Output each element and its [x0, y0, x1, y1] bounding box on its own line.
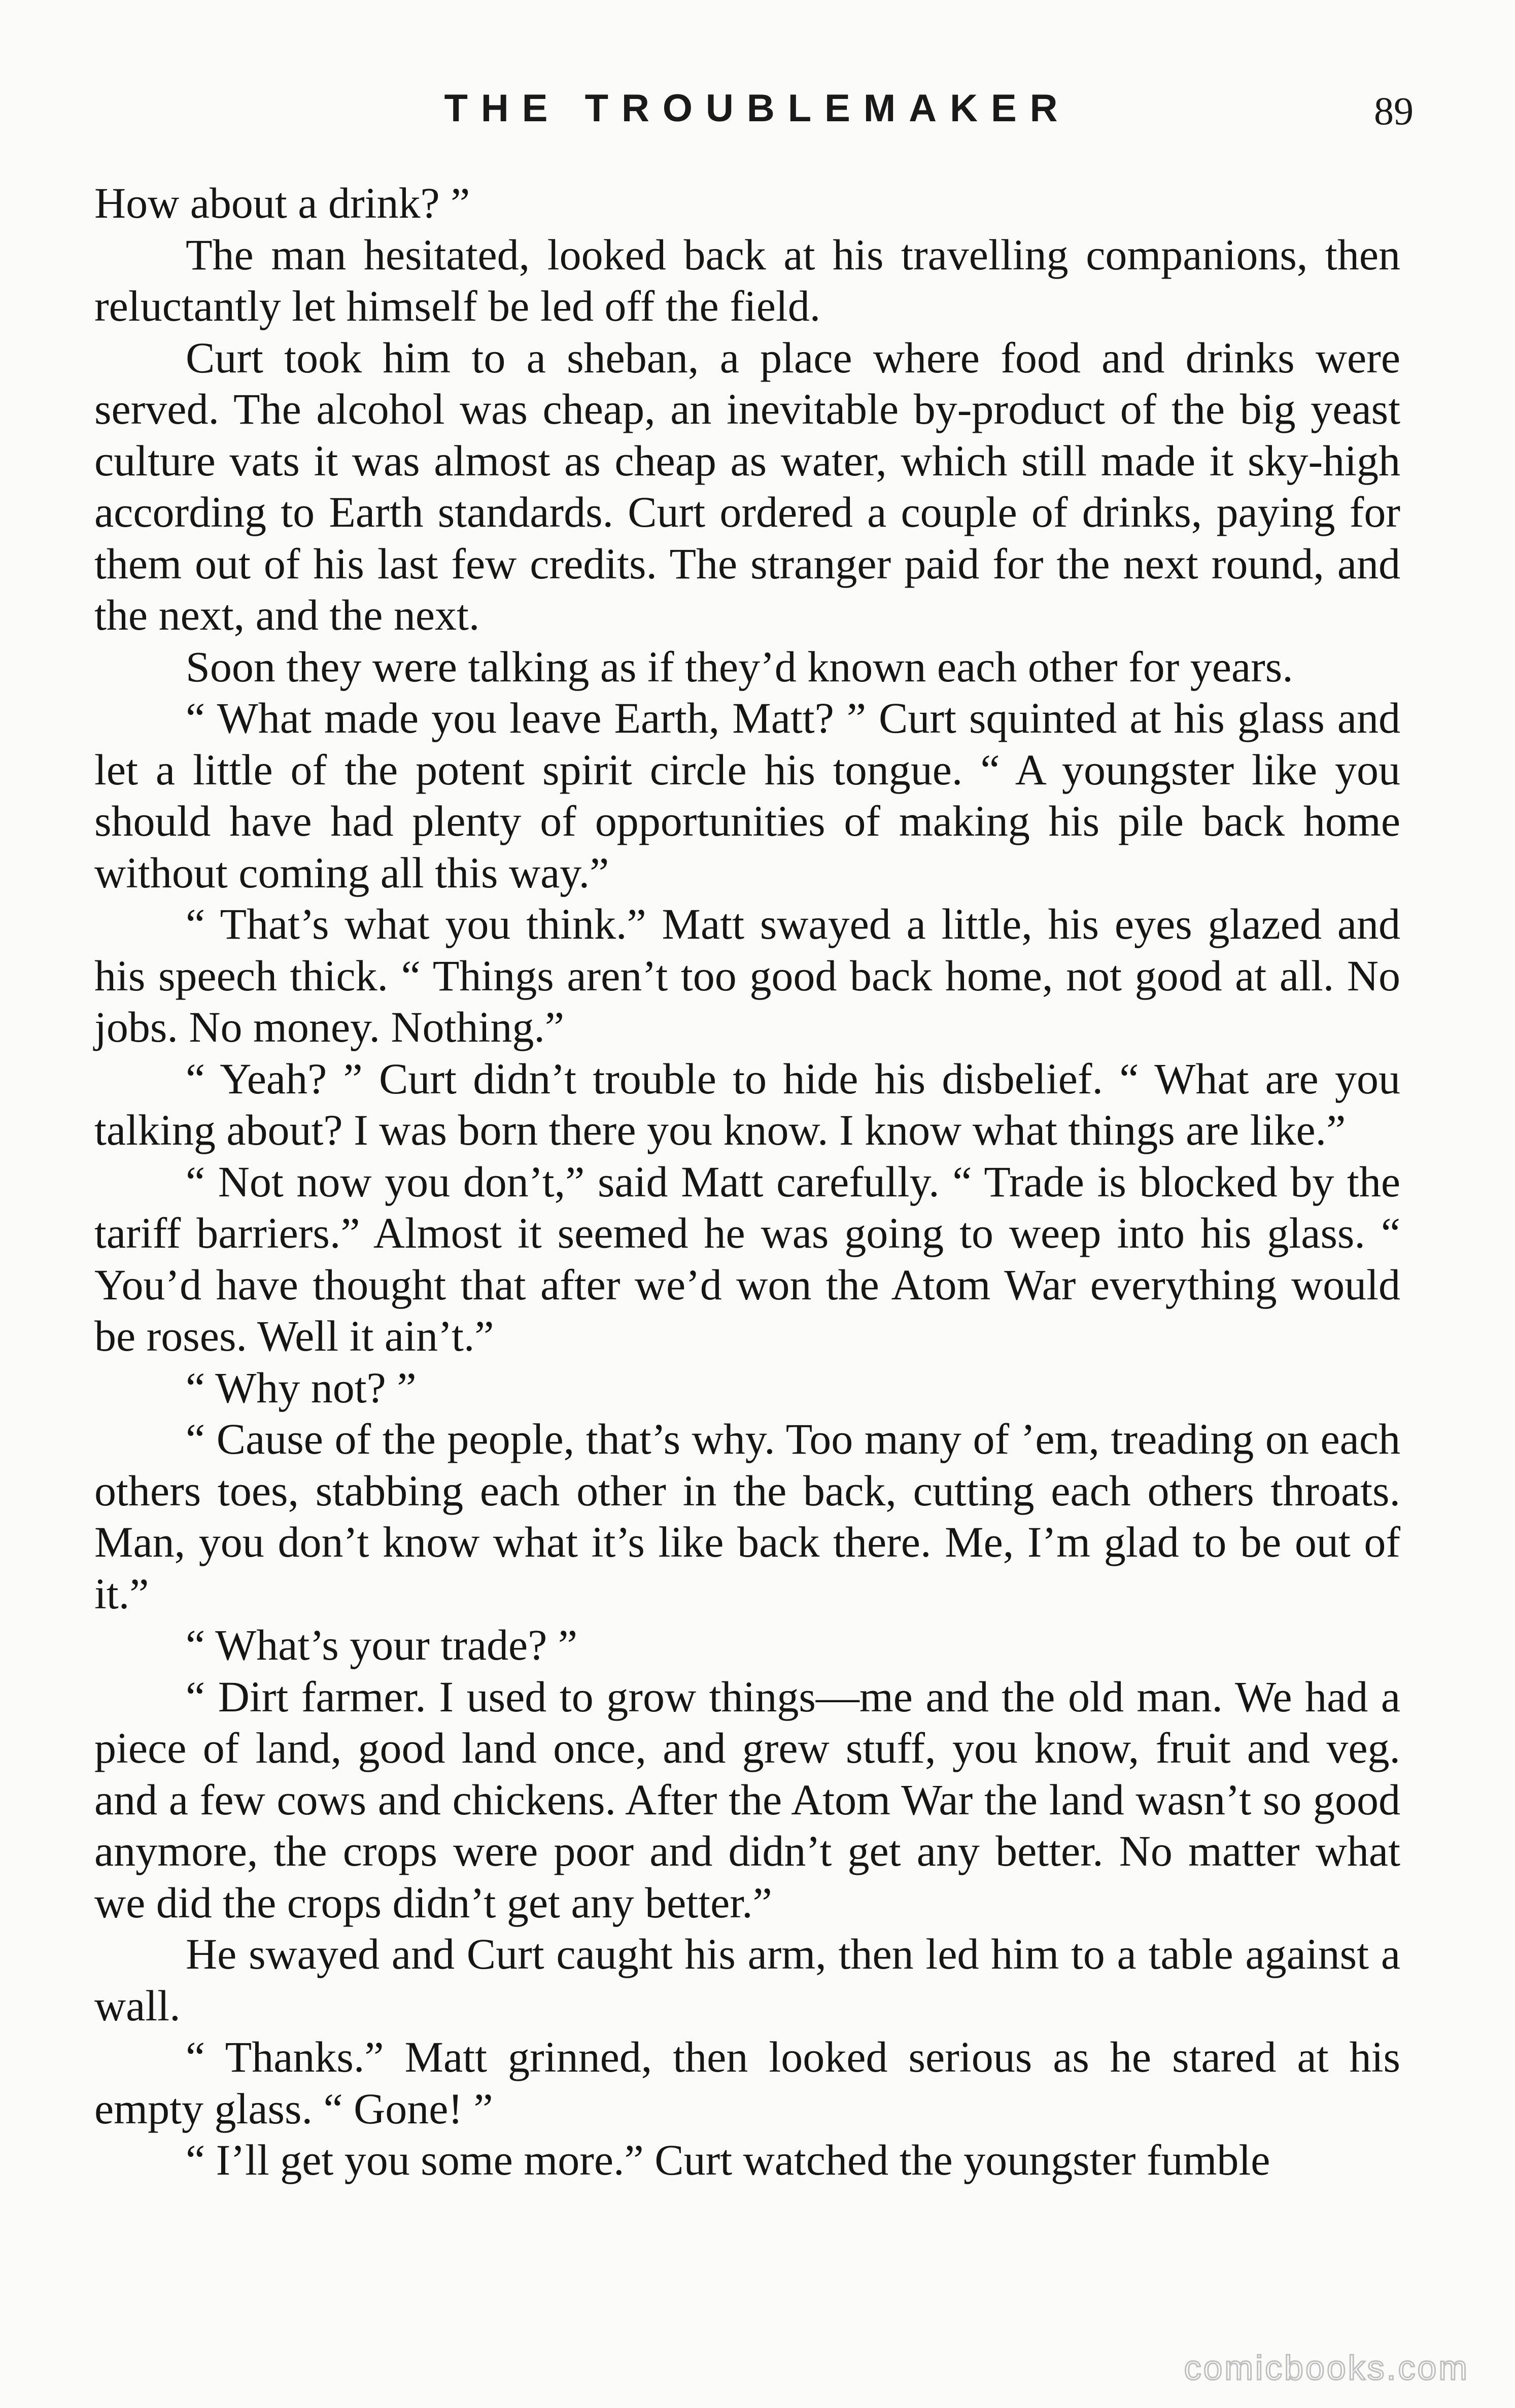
paragraph: “ I’ll get you some more.” Curt watched the youngster fumble	[186, 2136, 1270, 2184]
paragraph-continuation: How about a drink? ”	[94, 179, 470, 227]
paragraph: “ That’s what you think.” Matt swayed a little, his eyes glazed and his speech thick. “ Things aren’t too good back home, not good at all. No jobs. No money. Nothing.”	[94, 900, 1400, 1051]
paragraph: “ Not now you don’t,” said Matt carefully. “ Trade is blocked by the tariff barriers.” Almost it seemed he was going to weep into his glass. “ You’d have thought that after we’d won the Atom War everything would be roses. Well it ain’t.”	[94, 1157, 1400, 1360]
paragraph: “ Why not? ”	[186, 1363, 417, 1412]
paragraph: “ Thanks.” Matt grinned, then looked serious as he stared at his empty glass. “ Gone! ”	[94, 2033, 1400, 2133]
paragraph: Soon they were talking as if they’d known each other for years.	[186, 642, 1293, 691]
page-header	[0, 81, 1515, 142]
running-title: THE TROUBLEMAKER	[444, 87, 1071, 130]
body-text	[94, 178, 1400, 2186]
paragraph: “ What’s your trade? ”	[186, 1621, 578, 1669]
paragraph: “ What made you leave Earth, Matt? ” Curt squinted at his glass and let a little of the potent spirit circle his tongue. “ A youngster like you should have had plenty of opportunities of making his pile back home without coming all this way.”	[94, 694, 1400, 897]
paragraph: He swayed and Curt caught his arm, then led him to a table against a wall.	[94, 1930, 1400, 2030]
paragraph: “ Yeah? ” Curt didn’t trouble to hide his disbelief. “ What are you talking about? I was born there you know. I know what things are like.”	[94, 1054, 1400, 1154]
page-number: 89	[1374, 89, 1414, 133]
site-watermark: comicbooks.com	[1184, 2349, 1469, 2387]
paragraph: Curt took him to a sheban, a place where food and drinks were served. The alcohol was cheap, an inevitable by-product of the big yeast culture vats it was almost as cheap as water, which still made it sky-high according to Earth standards. Curt ordered a couple of drinks, paying for them out of his last few credits. The stranger paid for the next round, and the next, and the next.	[94, 333, 1400, 639]
paragraph: The man hesitated, looked back at his travelling companions, then reluctantly let himself be led off the field.	[94, 230, 1400, 330]
paragraph: “ Cause of the people, that’s why. Too many of ’em, treading on each others toes, stabbing each other in the back, cutting each others throats. Man, you don’t know what it’s like back there. Me, I’m glad to be out of it.”	[94, 1415, 1400, 1618]
paragraph: “ Dirt farmer. I used to grow things—me and the old man. We had a piece of land, good land once, and grew stuff, you know, fruit and veg. and a few cows and chickens. After the Atom War the land wasn’t so good anymore, the crops were poor and didn’t get any better. No matter what we did the crops didn’t get any better.”	[94, 1672, 1400, 1927]
